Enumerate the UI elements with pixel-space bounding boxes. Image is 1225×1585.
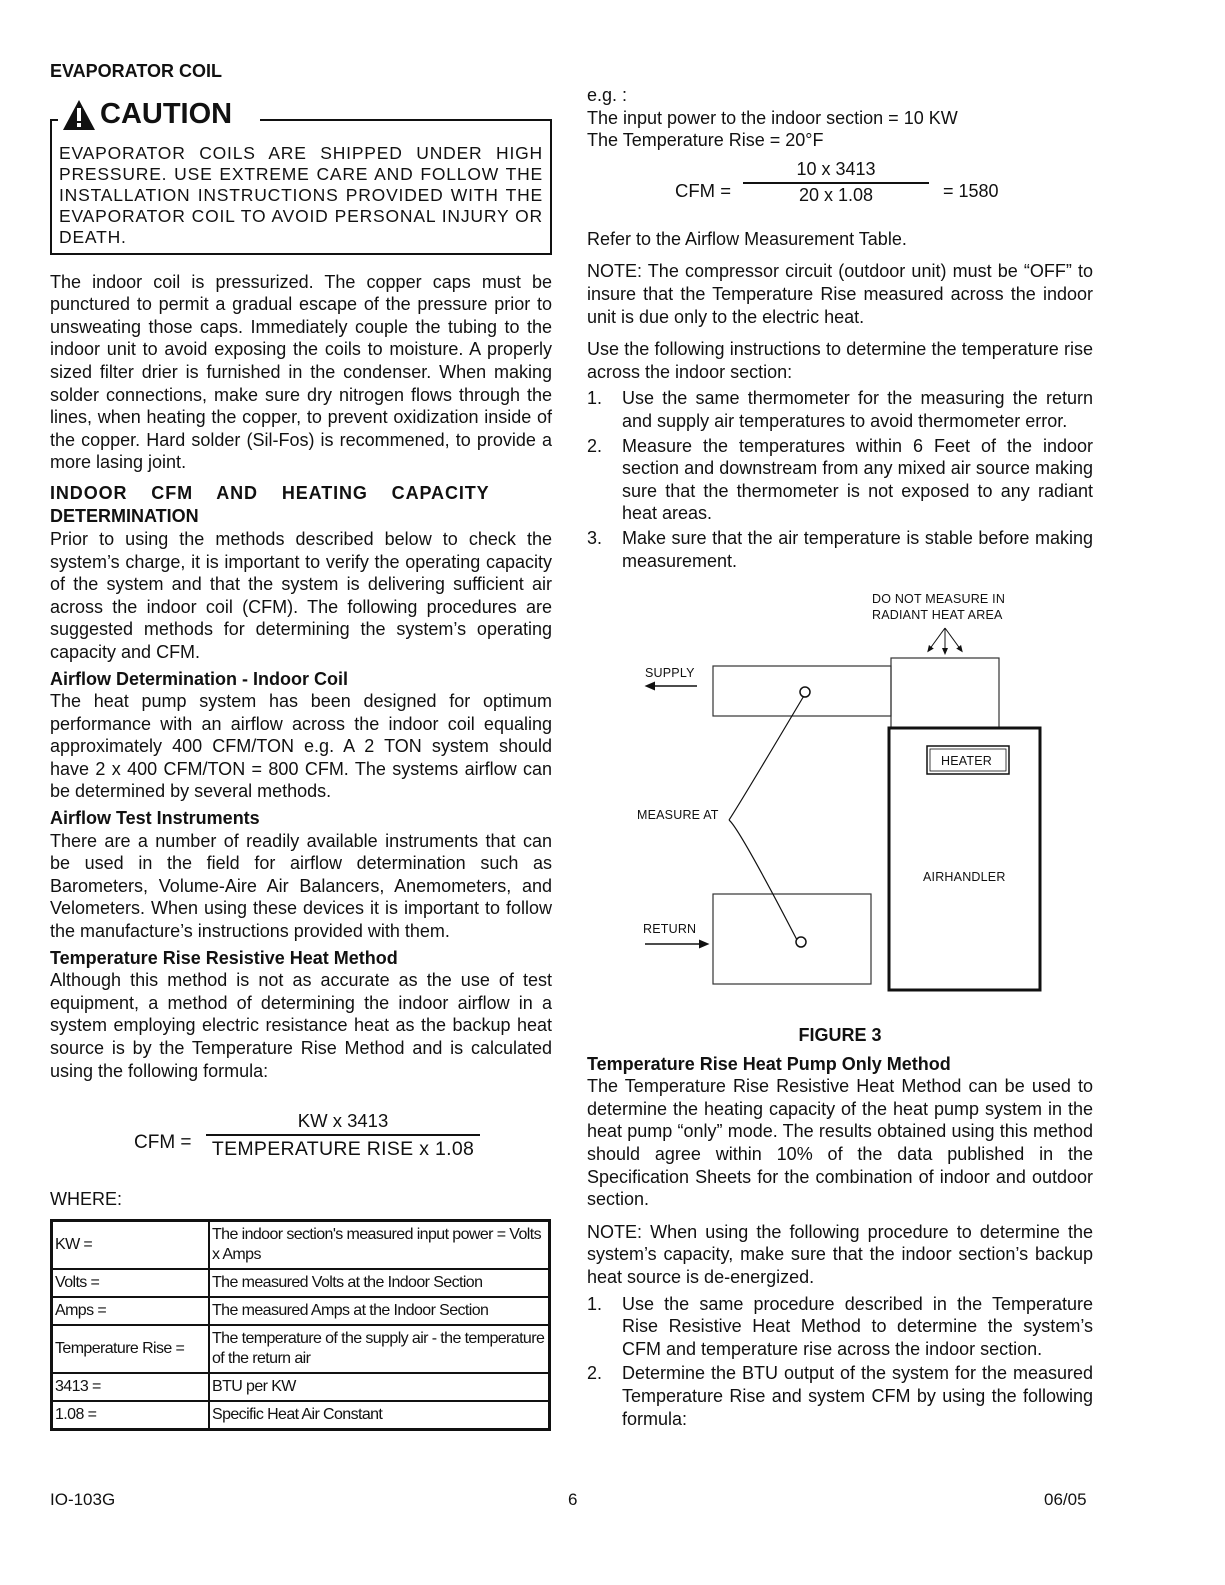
where-key: Volts =: [52, 1269, 210, 1297]
figure-caption: FIGURE 3: [798, 1025, 882, 1046]
where-value: BTU per KW: [209, 1373, 550, 1401]
upper-cabinet: [891, 658, 999, 728]
where-key: 3413 =: [52, 1373, 210, 1401]
indoor-heading-line2: DETERMINATION: [50, 505, 199, 526]
para-coil: The indoor coil is pressurized. The copper caps must be punctured to permit a gradual escape of the pressure prior to unsweating those caps. Immediately couple the tubing to the indoor unit to avoid exposing the coils to moisture. A properly sized filter drier is furnished in the condenser. When making solder connections, make sure dry nitrogen flows through the lines, when heating the copper, to prevent oxidization inside of the copper. Hard solder (Sil-Fos) is recommened, to provide a more lasing joint.: [50, 271, 552, 473]
list-item: 1. Use the same thermometer for the measuring the return and supply air temperatures to avoid thermometer error.: [587, 388, 1093, 431]
para-temp-rise: Although this method is not as accurate as the use of test equipment, a method of determining the indoor airflow in a system employing electric resistance heat as the backup heat source is by the Temperature Rise Method and is calculated using the following formula:: [50, 970, 552, 1081]
measure-at-label: MEASURE AT: [637, 808, 719, 823]
caution-title: [62, 99, 238, 131]
where-value: The indoor section's measured input power = Volts x Amps: [209, 1220, 550, 1269]
heater-label: HEATER: [941, 754, 992, 769]
note-compressor: NOTE: The compressor circuit (outdoor unit) must be “OFF” to insure that the Temperature Rise measured across the indoor unit is due only to the electric heat.: [587, 261, 1093, 327]
table-row: [52, 1401, 550, 1430]
list-item: 1. Use the same procedure described in the Temperature Rise Resistive Heat Method to determine the system’s CFM and temperature rise across the indoor section.: [587, 1293, 1093, 1359]
table-row: [52, 1373, 550, 1401]
formula-numerator: KW x 3413: [297, 1110, 389, 1132]
table-row: [52, 1220, 550, 1269]
para-airflow: The heat pump system has been designed for optimum performance with an airflow across the indoor coil equaling approximately 400 CFM/TON e.g. A 2 TON system should have 2 x 400 CFM/TON = 800 CFM. The systems airflow can be determined by several methods.: [50, 691, 552, 802]
use-following: Use the following instructions to determine the temperature rise across the indoor section:: [587, 339, 1093, 382]
where-key: Temperature Rise =: [52, 1325, 210, 1373]
footer-doc-id: IO-103G: [50, 1490, 116, 1509]
supply-label: SUPPLY: [645, 666, 695, 681]
table-row: [52, 1325, 550, 1373]
airhandler-label: AIRHANDLER: [923, 870, 1006, 885]
example-formula: [587, 158, 1093, 222]
list-item: 3. Make sure that the air temperature is stable before making measurement.: [587, 527, 1093, 571]
para-prior: Prior to using the methods described below to check the system’s charge, it is important to verify the operating capacity of the system and that the system is delivering sufficient air across the indoor coil (CFM). The following procedures are suggested methods for determining the system’s operating capacity and CFM.: [50, 528, 552, 662]
table-row: [52, 1269, 550, 1297]
cfm-formula: [50, 1108, 552, 1178]
caution-text: EVAPORATOR COILS ARE SHIPPED UNDER HIGH PRESSURE. USE EXTREME CARE AND FOLLOW THE INSTALLATION INSTRUCTIONS PROVIDED WITH THE EVAPORATOR COIL TO AVOID PERSONAL INJURY OR DEATH.: [59, 142, 543, 247]
return-label: RETURN: [643, 922, 697, 937]
where-label: WHERE:: [50, 1189, 122, 1210]
indoor-heading-line1: INDOOR CFM AND HEATING CAPACITY: [50, 482, 490, 503]
where-value: Specific Heat Air Constant: [209, 1401, 550, 1430]
para-hp: The Temperature Rise Resistive Heat Method can be used to determine the heating capacity of the heat pump system in the heat pump “only” mode. The results obtained using this method should agree within 10% of the data published in the Specification Sheets for the combination of indoor and outdoor section.: [587, 1076, 1093, 1210]
airflow-determination-heading: Airflow Determination - Indoor Coil: [50, 668, 348, 689]
temp-rise-heading: Temperature Rise Resistive Heat Method: [50, 947, 398, 968]
where-value: The measured Amps at the Indoor Section: [209, 1297, 550, 1325]
steps-list-1: [587, 387, 1093, 572]
eg-line2: The Temperature Rise = 20°F: [587, 130, 824, 151]
eg-label: e.g. :: [587, 85, 628, 105]
return-duct: [713, 894, 871, 984]
section-title: EVAPORATOR COIL: [50, 61, 223, 81]
thermometer-supply-icon: [800, 687, 810, 697]
airflow-test-heading: Airflow Test Instruments: [50, 808, 260, 829]
eg-line1: The input power to the indoor section = 10 KW: [587, 107, 958, 128]
footer-date: 06/05: [1044, 1490, 1087, 1509]
airflow-diagram: [587, 580, 1093, 1020]
footer-page-number: 6: [568, 1490, 578, 1509]
table-row: [52, 1297, 550, 1325]
refer-text: Refer to the Airflow Measurement Table.: [587, 228, 907, 249]
eg-formula-numerator: 10 x 3413: [796, 158, 876, 179]
formula-lhs: CFM =: [134, 1132, 192, 1154]
radiant-note-line2: RADIANT HEAT AREA: [872, 608, 1003, 623]
right-column: [587, 84, 1093, 1434]
warning-triangle-icon: [62, 99, 96, 131]
hp-only-heading: Temperature Rise Heat Pump Only Method: [587, 1053, 951, 1074]
indoor-cfm-heading: [50, 482, 552, 528]
para-test: There are a number of readily available instruments that can be used in the field for airflow determination such as Barometers, Volume-Aire Air Balancers, Anemometers, and Velometers. When using these devices it is important to follow the manufacture’s instructions provided with them.: [50, 830, 552, 942]
where-key: KW =: [52, 1220, 210, 1269]
where-key: Amps =: [52, 1297, 210, 1325]
where-table: [50, 1219, 551, 1431]
list-item: 2. Measure the temperatures within 6 Feet of the indoor section and downstream from any mixed air source making sure that the thermometer is not exposed to any radiant heat areas.: [587, 435, 1093, 524]
where-key: 1.08 =: [52, 1401, 210, 1430]
caution-box: [50, 95, 552, 255]
measure-leader: [729, 694, 805, 940]
where-value: The measured Volts at the Indoor Section: [209, 1269, 550, 1297]
radiant-note-line1: DO NOT MEASURE IN: [872, 592, 1006, 607]
where-value: The temperature of the supply air - the temperature of the return air: [209, 1325, 550, 1373]
eg-formula-result: = 1580: [943, 180, 999, 201]
caution-label: CAUTION: [100, 98, 233, 131]
left-column: [50, 60, 552, 1431]
note-backup: NOTE: When using the following procedure to determine the system’s capacity, make sure that the indoor section’s backup heat source is de-energized.: [587, 1221, 1093, 1288]
eg-formula-lhs: CFM =: [675, 179, 732, 201]
eg-formula-denominator: 20 x 1.08: [798, 184, 874, 205]
list-item: 2. Determine the BTU output of the system for the measured Temperature Rise and system CFM by using the following formula:: [587, 1363, 1093, 1429]
formula-denominator: TEMPERATURE RISE x 1.08: [211, 1138, 475, 1161]
figure-3-diagram: [587, 580, 1093, 1020]
thermometer-return-icon: [796, 937, 806, 947]
steps-list-2: [587, 1293, 1093, 1431]
